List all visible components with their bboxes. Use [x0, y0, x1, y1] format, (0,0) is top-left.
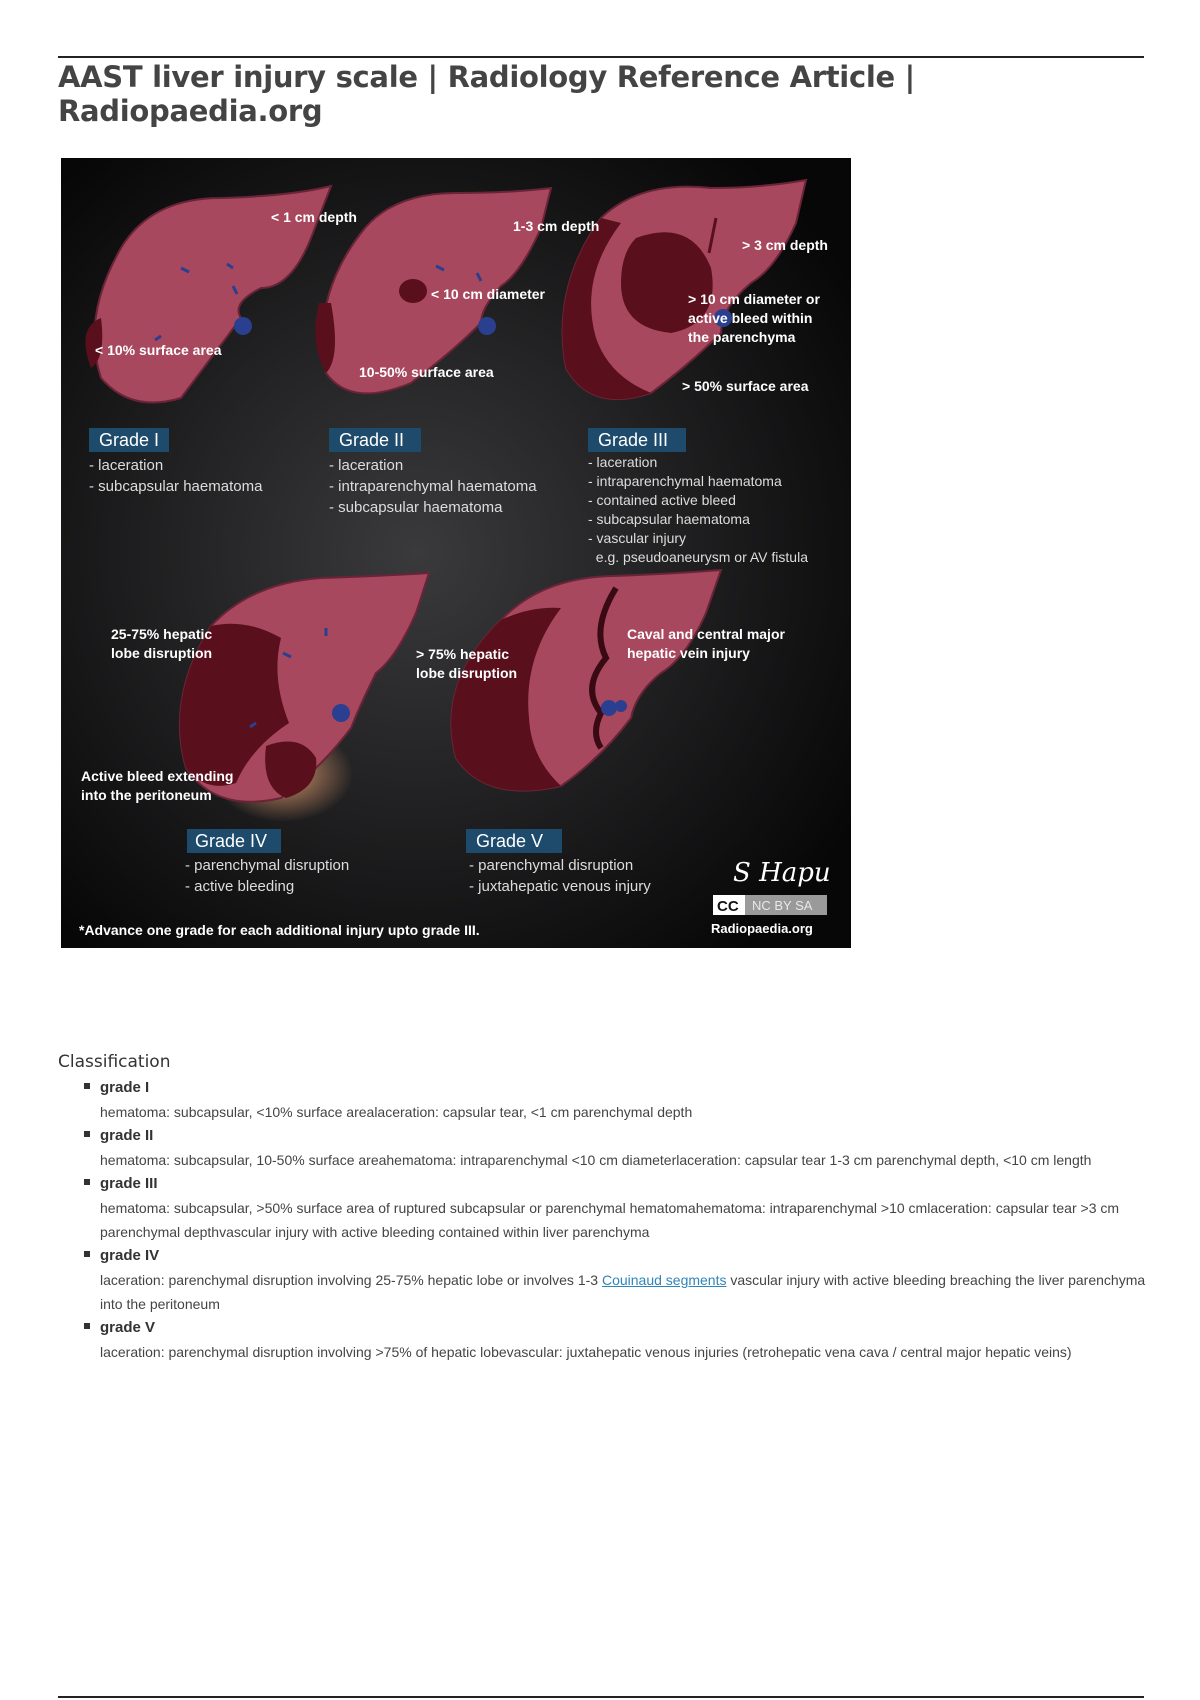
list-item [100, 1316, 1178, 1364]
figure-site-credit: Radiopaedia.org [711, 921, 813, 936]
grade-3-label: Grade III [598, 430, 669, 450]
grade-description: hematoma: subcapsular, <10% surface arealaceration: capsular tear, <1 cm parenchymal depth [100, 1104, 693, 1120]
grade-description [100, 1268, 1178, 1316]
annotation-g3-diameter-3: the parenchyma [688, 329, 796, 345]
grade-1-label: Grade I [99, 430, 160, 450]
vessel-dot-4 [332, 704, 350, 722]
grade-name: grade III [100, 1175, 158, 1192]
grade-3-item-6: e.g. pseudoaneurysm or AV fistula [588, 549, 808, 565]
grade-5-item-1: - parenchymal disruption [469, 857, 634, 874]
grade-4-item-1: - parenchymal disruption [185, 857, 350, 874]
grade-name: grade V [100, 1319, 156, 1336]
annotation-g2-depth: 1-3 cm depth [513, 218, 600, 234]
grade-description-part: laceration: parenchymal disruption involving 25-75% hepatic lobe or involves 1-3 [100, 1272, 602, 1288]
vessel-dot-2 [478, 317, 496, 335]
annotation-g1-depth: < 1 cm depth [271, 209, 357, 225]
grade-5-label: Grade V [476, 831, 544, 851]
list-item [100, 1172, 1178, 1244]
couinaud-segments-link[interactable]: Couinaud segments [601, 1272, 727, 1288]
annotation-g3-surface: > 50% surface area [682, 378, 809, 394]
grade-1-item-1: - laceration [89, 457, 164, 474]
bottom-rule [58, 1696, 1144, 1698]
classification-heading: Classification [58, 1052, 171, 1072]
vessel-dot-5 [601, 700, 617, 716]
list-item [100, 1124, 1178, 1172]
grade-description-part: vascular injury with active bleeding breaching the liver parenchyma into the peritoneum [100, 1272, 1146, 1312]
annotation-g5-lobe-1: > 75% hepatic [416, 646, 509, 662]
grade-3-item-2: - intraparenchymal haematoma [588, 473, 782, 489]
classification-section [58, 1052, 1178, 1364]
list-item [100, 1244, 1178, 1316]
grade-list [58, 1076, 1178, 1364]
annotation-g4-bleed-1: Active bleed extending [81, 768, 234, 784]
grade-3-item-4: - subcapsular haematoma [588, 511, 750, 527]
grade-description: hematoma: subcapsular, >50% surface area of ruptured subcapsular or parenchymal hematomahematoma: intraparenchymal >10 cmlaceration: capsular tear >3 cm parenchymal depthvascular injury with active bleeding contained within liver parenchyma [100, 1200, 1120, 1240]
grade-1-item-2: - subcapsular haematoma [89, 478, 263, 495]
grade-2-label: Grade II [339, 430, 405, 450]
top-rule [58, 56, 1144, 58]
list-item [100, 1076, 1178, 1124]
cc-license-badge [713, 895, 827, 915]
grade-name: grade II [100, 1127, 154, 1144]
annotation-g4-bleed-2: into the peritoneum [81, 787, 212, 803]
cc-badge-text: CC [717, 898, 739, 915]
annotation-g2-surface: 10-50% surface area [359, 364, 494, 380]
annotation-g4-lobe-2: lobe disruption [111, 645, 213, 661]
grade-2-item-3: - subcapsular haematoma [329, 499, 503, 516]
author-signature: S Hapu [733, 858, 831, 888]
vessel-dot-6 [615, 700, 627, 712]
annotation-g5-lobe-2: lobe disruption [416, 665, 518, 681]
figure-footnote: *Advance one grade for each additional injury upto grade III. [79, 922, 480, 938]
page-title: AAST liver injury scale | Radiology Reference Article | Radiopaedia.org [58, 60, 915, 128]
annotation-g5-caval-2: hepatic vein injury [627, 645, 750, 661]
annotation-g2-diameter: < 10 cm diameter [431, 286, 546, 302]
grade-3-item-5: - vascular injury [588, 530, 687, 546]
grade-2-item-1: - laceration [329, 457, 404, 474]
bullet-icon [84, 1251, 90, 1257]
grade-3-item-1: - laceration [588, 454, 658, 470]
grade-4-item-2: - active bleeding [185, 878, 295, 895]
license-terms: NC BY SA [752, 898, 813, 913]
grade-name: grade I [100, 1079, 150, 1096]
grade-description: laceration: parenchymal disruption involving >75% of hepatic lobevascular: juxtahepatic venous injuries (retrohepatic vena cava / central major hepatic veins) [100, 1344, 1072, 1360]
bullet-icon [84, 1131, 90, 1137]
annotation-g1-surface: < 10% surface area [95, 342, 222, 358]
bullet-icon [84, 1323, 90, 1329]
grade-description: hematoma: subcapsular, 10-50% surface areahematoma: intraparenchymal <10 cm diameterlaceration: capsular tear 1-3 cm parenchymal depth, <10 cm length [100, 1152, 1092, 1168]
annotation-g3-depth: > 3 cm depth [742, 237, 828, 253]
vessel-dot-1 [234, 317, 252, 335]
grade-5-item-2: - juxtahepatic venous injury [469, 878, 651, 895]
liver-injury-figure [61, 158, 851, 948]
grade-name: grade IV [100, 1247, 160, 1264]
annotation-g3-diameter-1: > 10 cm diameter or [688, 291, 820, 307]
bullet-icon [84, 1083, 90, 1089]
grade-4-label: Grade IV [195, 831, 268, 851]
bullet-icon [84, 1179, 90, 1185]
grade-2-item-2: - intraparenchymal haematoma [329, 478, 537, 495]
annotation-g4-lobe-1: 25-75% hepatic [111, 626, 213, 642]
annotation-g5-caval-1: Caval and central major [627, 626, 785, 642]
grade-3-item-3: - contained active bleed [588, 492, 736, 508]
figure-svg [61, 158, 851, 948]
annotation-g3-diameter-2: active bleed within [688, 310, 813, 326]
intraparenchymal-haematoma-2 [399, 279, 427, 303]
